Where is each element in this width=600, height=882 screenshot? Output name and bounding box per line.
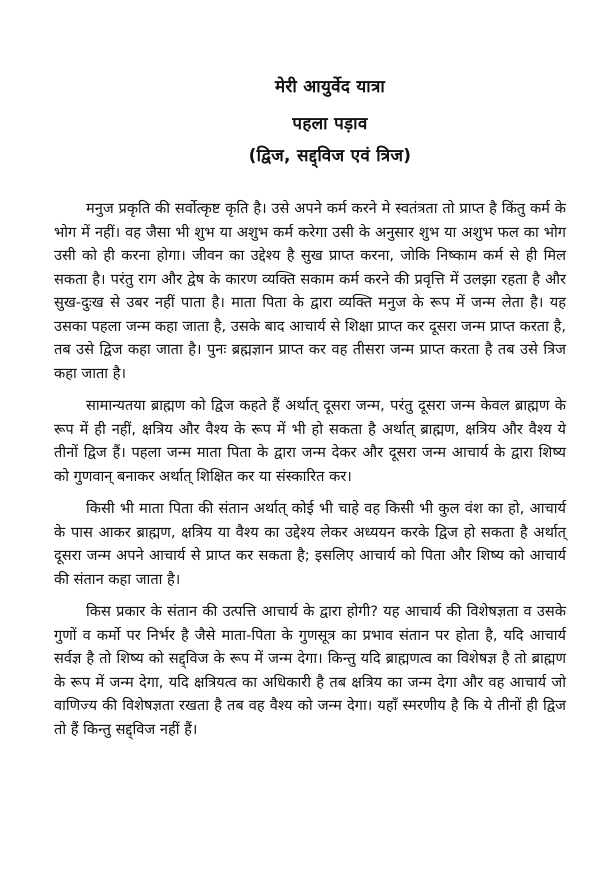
chapter-heading (94, 76, 566, 167)
book-title: मेरी आयुर्वेद यात्रा (274, 77, 386, 97)
chapter-title: पहला पड़ाव (292, 114, 368, 134)
paragraph-1: मनुज प्रकृति की सर्वोत्कृष्ट कृति है। उसे अपने कर्म करने मे स्वतंत्रता तो प्राप्त है किंतु कर्म के भोग में नहीं। वह जैसा भी शुभ या अशुभ कर्म करेगा उसी के अनुसार शुभ या अशुभ फल का भोग उसी को ही करना होगा। जीवन का उद्देश्य है सुख प्राप्त करना, जोकि निष्काम कर्म से ही मिल सकता है। परंतु राग और द्वेष के कारण व्यक्ति सकाम कर्म करने की प्रवृत्ति में उलझा रहता है और सुख-दुःख से उबर नहीं पाता है। माता पिता के द्वारा व्यक्ति मनुज के रूप में जन्म लेता है। यह उसका पहला जन्म कहा जाता है, उसके बाद आचार्य से शिक्षा प्राप्त कर दूसरा जन्म प्राप्त करता है, तब उसे द्विज कहा जाता है। पुनः ब्रह्मज्ञान प्राप्त कर वह तीसरा जन्म प्राप्त करता है तब उसे त्रिज कहा जाता है। (54, 200, 566, 382)
paragraph-4: किस प्रकार के संतान की उत्पत्ति आचार्य के द्वारा होगी? यह आचार्य की विशेषज्ञता व उसके गुणों व कर्मो पर निर्भर है जैसे माता-पिता के गुणसूत्र का प्रभाव संतान पर होता है, यदि आचार्य सर्वज्ञ है तो शिष्य को सद्द्विज के रूप में जन्म देगा। किन्तु यदि ब्राह्मणत्व का विशेषज्ञ है तो ब्राह्मण के रूप में जन्म देगा, यदि क्षत्रियत्व का अधिकारी है तब क्षत्रिय का जन्म देगा और वह आचार्य जो वाणिज्य की विशेषज्ञता रखता है तब वह वैश्य को जन्म देगा। यहाँ स्मरणीय है कि ये तीनों ही द्विज तो हैं किन्तु सद्द्विज नहीं हैं। (54, 603, 566, 738)
paragraph-2: सामान्यतया ब्राह्मण को द्विज कहते हैं अर्थात् दूसरा जन्म, परंतु दूसरा जन्म केवल ब्राह्मण के रूप में ही नहीं, क्षत्रिय और वैश्य के रूप में भी हो सकता है अर्थात् ब्राह्मण, क्षत्रिय और वैश्य ये तीनों द्विज हैं। पहला जन्म माता पिता के द्वारा जन्म देकर और दूसरा जन्म आचार्य के द्वारा शिष्य को गुणवान् बनाकर अर्थात् शिक्षित कर या संस्कारित कर। (54, 397, 566, 485)
body-text (54, 197, 566, 741)
chapter-subtitle: (द्विज, सद्द्विज एवं त्रिज) (248, 146, 412, 166)
paragraph-3: किसी भी माता पिता की संतान अर्थात् कोई भी चाहे वह किसी भी कुल वंश का हो, आचार्य के पास आकर ब्राह्मण, क्षत्रिय या वैश्य का उद्देश्य लेकर अध्ययन करके द्विज हो सकता है अर्थात् दूसरा जन्म अपने आचार्य से प्राप्त कर सकता है; इसलिए आचार्य को पिता और शिष्य को आचार्य की संतान कहा जाता है। (54, 500, 566, 588)
